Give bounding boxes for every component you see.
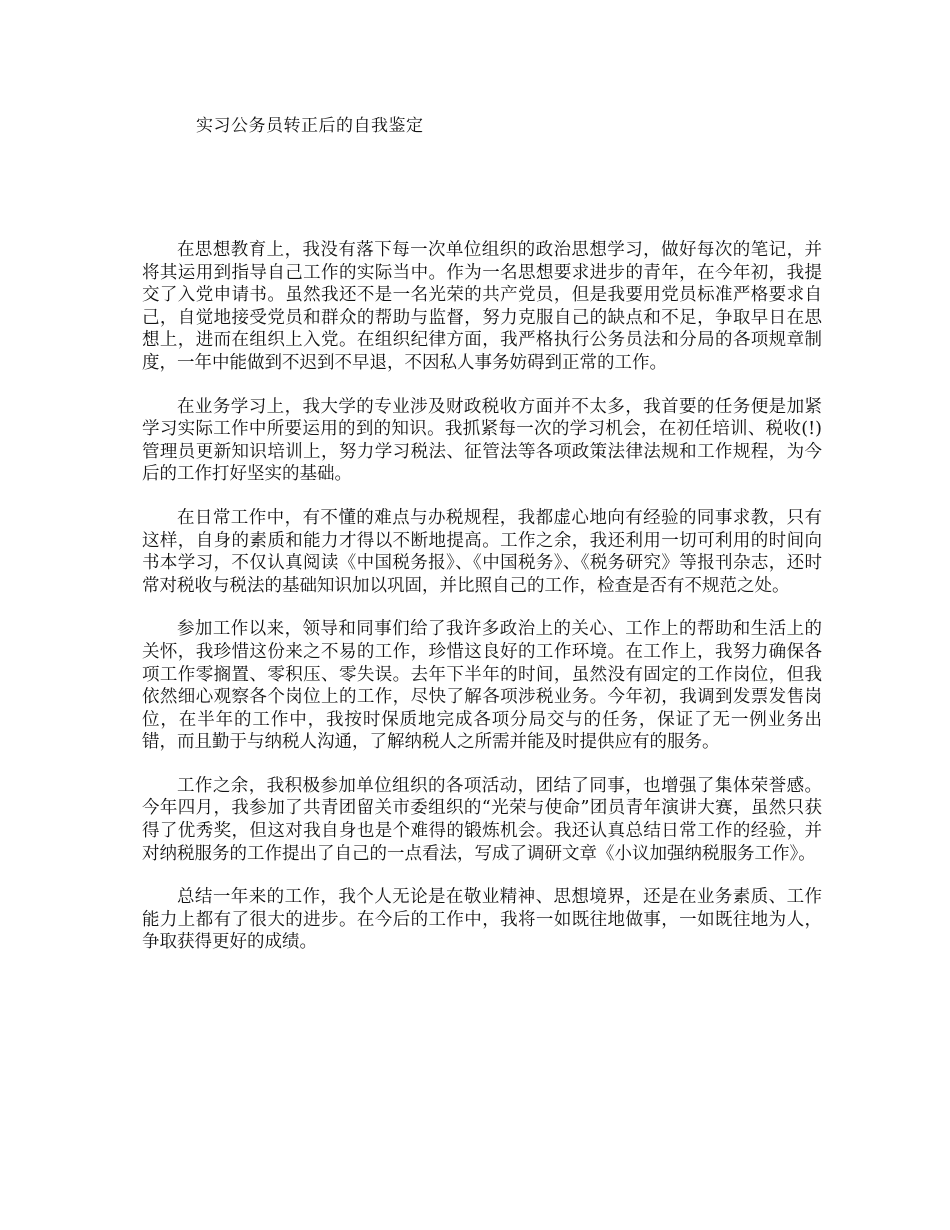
paragraph-work-experience: 参加工作以来，领导和同事们给了我许多政治上的关心、工作上的帮助和生活上的关怀，我珍惜这份来之不易的工作，珍惜这良好的工作环境。在工作上，我努力确保各项工作零搁置、零积压、零失误。去年下半年的时间，虽然没有固定的工作岗位，但我依然细心观察各个岗位上的工作，尽快了解各项涉税业务。今年初，我调到发票发售岗位，在半年的工作中，我按时保质地完成各项分局交与的任务，保证了无一例业务出错，而且勤于与纳税人沟通，了解纳税人之所需并能及时提供应有的服务。 bbox=[142, 619, 822, 753]
paragraph-summary: 总结一年来的工作，我个人无论是在敬业精神、思想境界，还是在业务素质、工作能力上都有了很大的进步。在今后的工作中，我将一如既往地做事，一如既往地为人，争取获得更好的成绩。 bbox=[142, 887, 822, 953]
document-body bbox=[142, 239, 822, 975]
paragraph-activities: 工作之余，我积极参加单位组织的各项活动，团结了同事，也增强了集体荣誉感。今年四月，我参加了共青团留关市委组织的“光荣与使命”团员青年演讲大赛，虽然只获得了优秀奖，但这对我自身也是个难得的锻炼机会。我还认真总结日常工作的经验，并对纳税服务的工作提出了自己的一点看法，写成了调研文章《小议加强纳税服务工作》。 bbox=[142, 775, 822, 864]
paragraph-professional-study: 在业务学习上，我大学的专业涉及财政税收方面并不太多，我首要的任务便是加紧学习实际工作中所要运用的到的知识。我抓紧每一次的学习机会，在初任培训、税收(!)管理员更新知识培训上，努力学习税法、征管法等各项政策法律法规和工作规程，为今后的工作打好坚实的基础。 bbox=[142, 396, 822, 485]
paragraph-daily-work: 在日常工作中，有不懂的难点与办税规程，我都虚心地向有经验的同事求教，只有这样，自身的素质和能力才得以不断地提高。工作之余，我还利用一切可利用的时间向书本学习，不仅认真阅读《中国税务报》、《中国税务》、《税务研究》等报刊杂志，还时常对税收与税法的基础知识加以巩固，并比照自己的工作，检查是否有不规范之处。 bbox=[142, 507, 822, 596]
paragraph-ideological-education: 在思想教育上，我没有落下每一次单位组织的政治思想学习，做好每次的笔记，并将其运用到指导自己工作的实际当中。作为一名思想要求进步的青年，在今年初，我提交了入党申请书。虽然我还不是一名光荣的共产党员，但是我要用党员标准严格要求自己，自觉地接受党员和群众的帮助与监督，努力克服自己的缺点和不足，争取早日在思想上，进而在组织上入党。在组织纪律方面，我严格执行公务员法和分局的各项规章制度，一年中能做到不迟到不早退，不因私人事务妨碍到正常的工作。 bbox=[142, 240, 822, 373]
document-title: 实习公务员转正后的自我鉴定 bbox=[196, 116, 424, 136]
